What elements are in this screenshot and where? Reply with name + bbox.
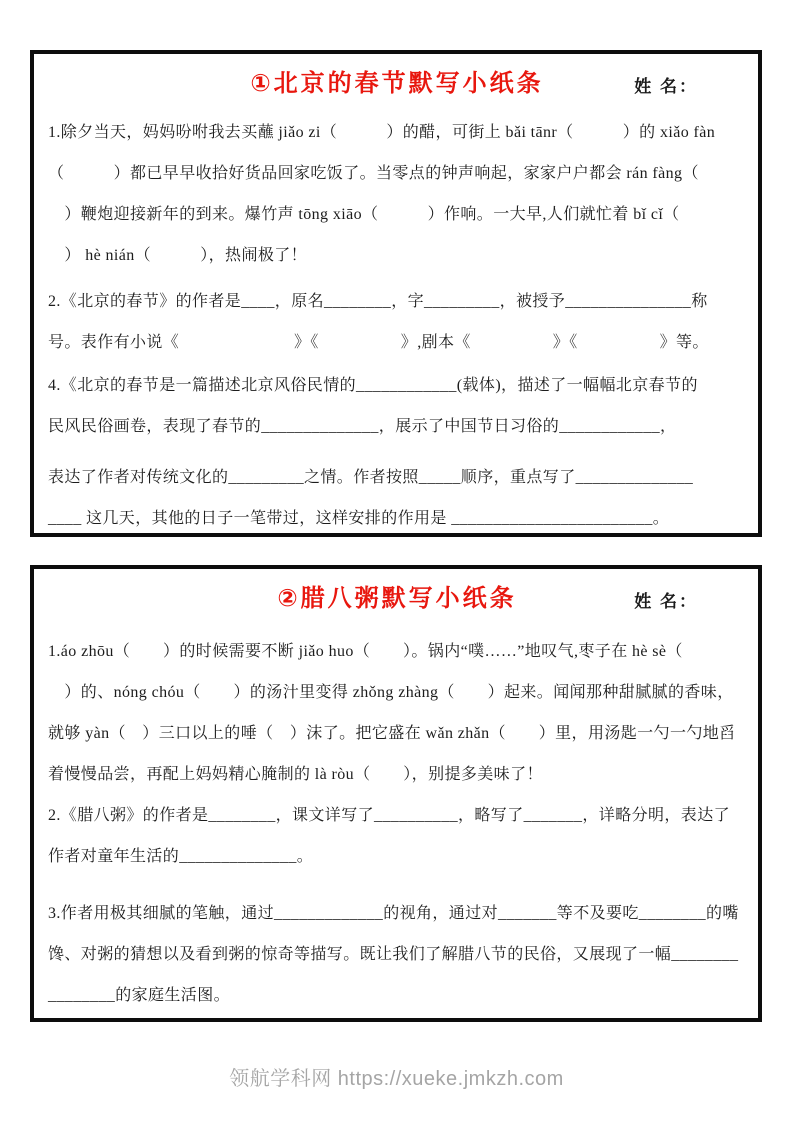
card2-question-3 (48, 893, 746, 1016)
text-line: ________的家庭生活图。 (48, 987, 231, 1004)
text-line: 4.《北京的春节是一篇描述北京风俗民情的____________(载体)，描述了一幅幅北京春节的 (48, 377, 698, 394)
text-line: ____ 这几天，其他的日子一笔带过，这样安排的作用是 ________________________。 (48, 510, 670, 527)
text-line: 3.作者用极其细腻的笔触，通过_____________的视角，通过对_______等不及要吃________的嘴 (48, 905, 739, 922)
card2-title: ②腊八粥默写小纸条 (277, 585, 517, 612)
text-line: 馋、对粥的猜想以及看到粥的惊奇等描写。既让我们了解腊八节的民俗，又展现了一幅________ (48, 946, 739, 963)
text-line: 就够 yàn（ ）三口以上的唾（ ）沫了。把它盛在 wǎn zhǎn（ ）里，用汤匙一勺一勺地舀 (48, 725, 736, 742)
card2-title-row (48, 579, 746, 623)
text-line: 着慢慢品尝，再配上妈妈精心腌制的 là ròu（ ），别提多美味了！ (48, 766, 543, 783)
text-line: 民风民俗画卷，表现了春节的______________，展示了中国节日习俗的____________， (48, 418, 677, 435)
text-line: 号。表作有小说《 》《 》,剧本《 》《 》等。 (48, 334, 709, 351)
text-line: 表达了作者对传统文化的_________之情。作者按照_____顺序，重点写了______________ (48, 469, 694, 486)
card1-question-2 (48, 281, 746, 363)
card2-question-1 (48, 631, 746, 795)
card1-question-4-part1 (48, 365, 746, 447)
card2-question-2 (48, 795, 746, 877)
text-line: ）的、nóng chóu（ ）的汤汁里变得 zhǒng zhàng（ ）起来。闻闻那种甜腻腻的香味， (48, 684, 734, 701)
text-line: （ ）都已早早收拾好货品回家吃饭了。当零点的钟声响起，家家户户都会 rán fàng（ (48, 165, 699, 182)
card1-title: ①北京的春节默写小纸条 (250, 70, 544, 97)
card2-name-label: 姓 名： (634, 592, 698, 611)
worksheet-card-laba-porridge (30, 565, 762, 1022)
card1-name-label: 姓 名： (634, 77, 698, 96)
text-line: 1.áo zhōu（ ）的时候需要不断 jiǎo huo（ ）。锅内“噗……”地叹气,枣子在 hè sè（ (48, 643, 683, 660)
text-line: 2.《北京的春节》的作者是____，原名________，字_________，被授予_______________称 (48, 293, 708, 310)
text-line: ） hè nián（ ），热闹极了！ (48, 247, 308, 264)
worksheet-card-beijing-spring-festival (30, 50, 762, 537)
card1-title-row (48, 64, 746, 108)
text-line: ）鞭炮迎接新年的到来。爆竹声 tōng xiāo（ ）作响。一大早,人们就忙着 bǐ cǐ（ (48, 206, 680, 223)
card1-question-4-part2 (48, 457, 746, 537)
text-line: 2.《腊八粥》的作者是________，课文详写了__________，略写了_______，详略分明，表达了 (48, 807, 731, 824)
card1-question-1 (48, 112, 746, 276)
watermark: 领航学科网 https://xueke.jmkzh.com (229, 1068, 564, 1090)
text-line: 作者对童年生活的______________。 (48, 848, 314, 865)
text-line: 1.除夕当天，妈妈吩咐我去买蘸 jiǎo zi（ ）的醋，可街上 bǎi tānr（ ）的 xiǎo fàn (48, 124, 716, 141)
